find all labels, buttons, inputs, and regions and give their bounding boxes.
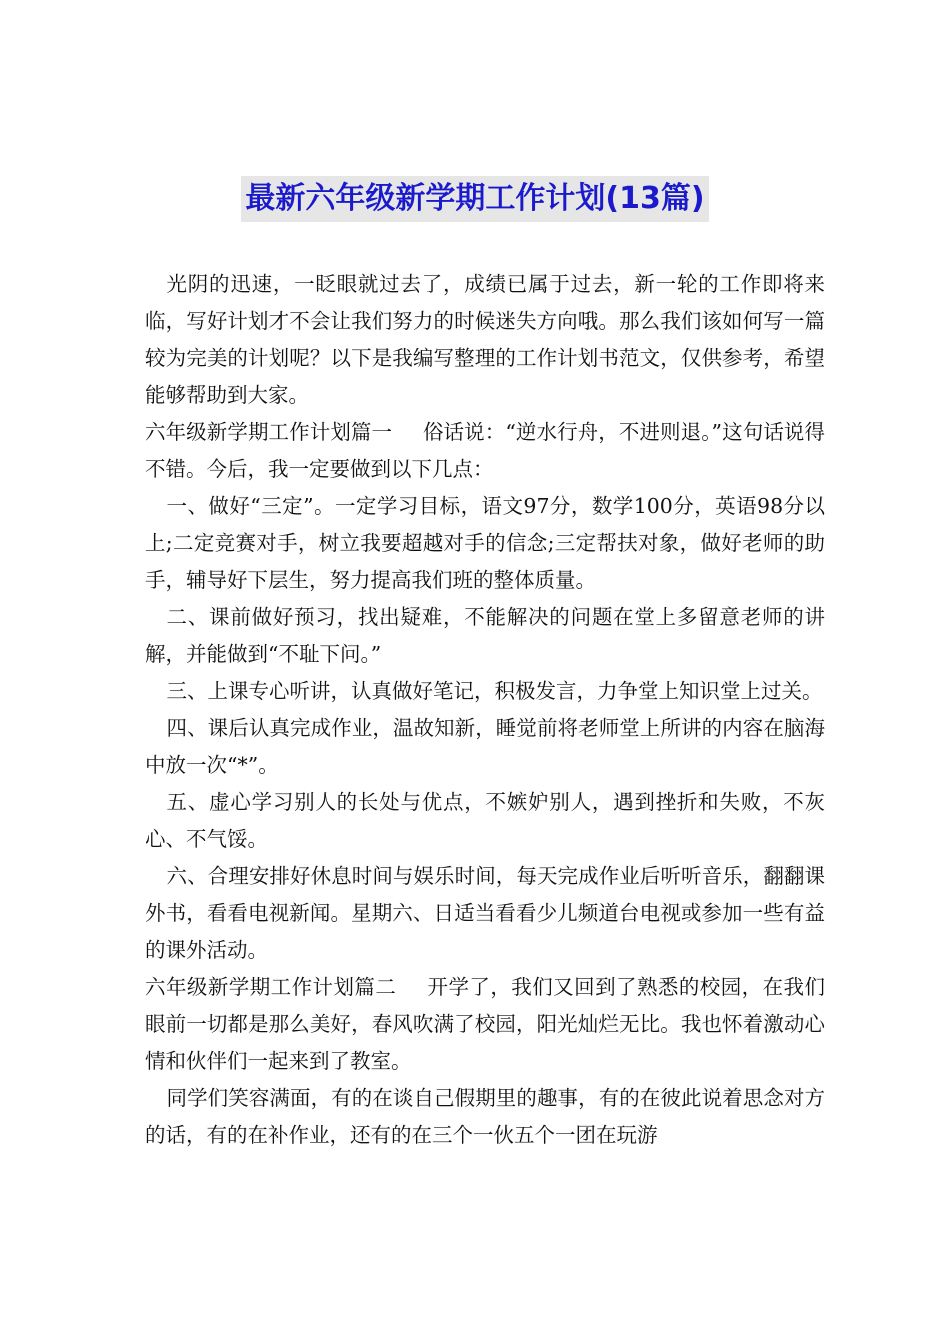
paragraph-text: 六、合理安排好休息时间与娱乐时间，每天完成作业后听听音乐，翻翻课外书，看看电视新闻。星期六、日适当看看少儿频道台电视或参加一些有益的课外活动。 [145, 864, 825, 962]
paragraph-item-5 [145, 784, 825, 858]
section-heading: 六年级新学期工作计划篇一 [145, 420, 393, 444]
paragraph-text: 光阴的迅速，一眨眼就过去了，成绩已属于过去，新一轮的工作即将来临，写好计划才不会让我们努力的时候迷失方向哦。那么我们该如何写一篇较为完美的计划呢？以下是我编写整理的工作计划书范文，仅供参考，希望能够帮助到大家。 [145, 272, 825, 407]
paragraph-text: 三、上课专心听讲，认真做好笔记，积极发言，力争堂上知识堂上过关。 [166, 679, 823, 703]
paragraph-text: 二、课前做好预习，找出疑难，不能解决的问题在堂上多留意老师的讲解，并能做到“不耻下问。” [145, 605, 825, 666]
title-container [0, 176, 950, 222]
paragraph-item-4 [145, 710, 825, 784]
paragraph-item-6 [145, 858, 825, 969]
section-heading-paragraph-1 [145, 414, 825, 488]
section-heading: 六年级新学期工作计划篇二 [145, 975, 397, 999]
paragraph-intro [145, 266, 825, 414]
paragraph-item-1 [145, 488, 825, 599]
paragraph-text: 一、做好“三定”。一定学习目标，语文97分，数学100分，英语98分以上;二定竞赛对手，树立我要超越对手的信念;三定帮扶对象，做好老师的助手，辅导好下层生，努力提高我们班的整体质量。 [145, 494, 825, 592]
paragraph-item-2 [145, 599, 825, 673]
section-heading-paragraph-2 [145, 969, 825, 1080]
paragraph-continued [145, 1080, 825, 1154]
paragraph-text: 四、课后认真完成作业，温故知新，睡觉前将老师堂上所讲的内容在脑海中放一次“*”。 [145, 716, 825, 777]
paragraph-text: 俗话说：“逆水行舟，不进则退。”这句话说得不错。今后，我一定要做到以下几点： [145, 420, 825, 481]
document-body [145, 266, 825, 1154]
paragraph-text: 五、虚心学习别人的长处与优点，不嫉妒别人，遇到挫折和失败，不灰心、不气馁。 [145, 790, 825, 851]
paragraph-item-3 [145, 673, 825, 710]
paragraph-text: 同学们笑容满面，有的在谈自己假期里的趣事，有的在彼此说着思念对方的话，有的在补作业，还有的在三个一伙五个一团在玩游 [145, 1086, 825, 1147]
document-title: 最新六年级新学期工作计划(13篇) [241, 176, 708, 222]
paragraph-text: 开学了，我们又回到了熟悉的校园，在我们眼前一切都是那么美好，春风吹满了校园，阳光灿烂无比。我也怀着激动心情和伙伴们一起来到了教室。 [145, 975, 826, 1073]
